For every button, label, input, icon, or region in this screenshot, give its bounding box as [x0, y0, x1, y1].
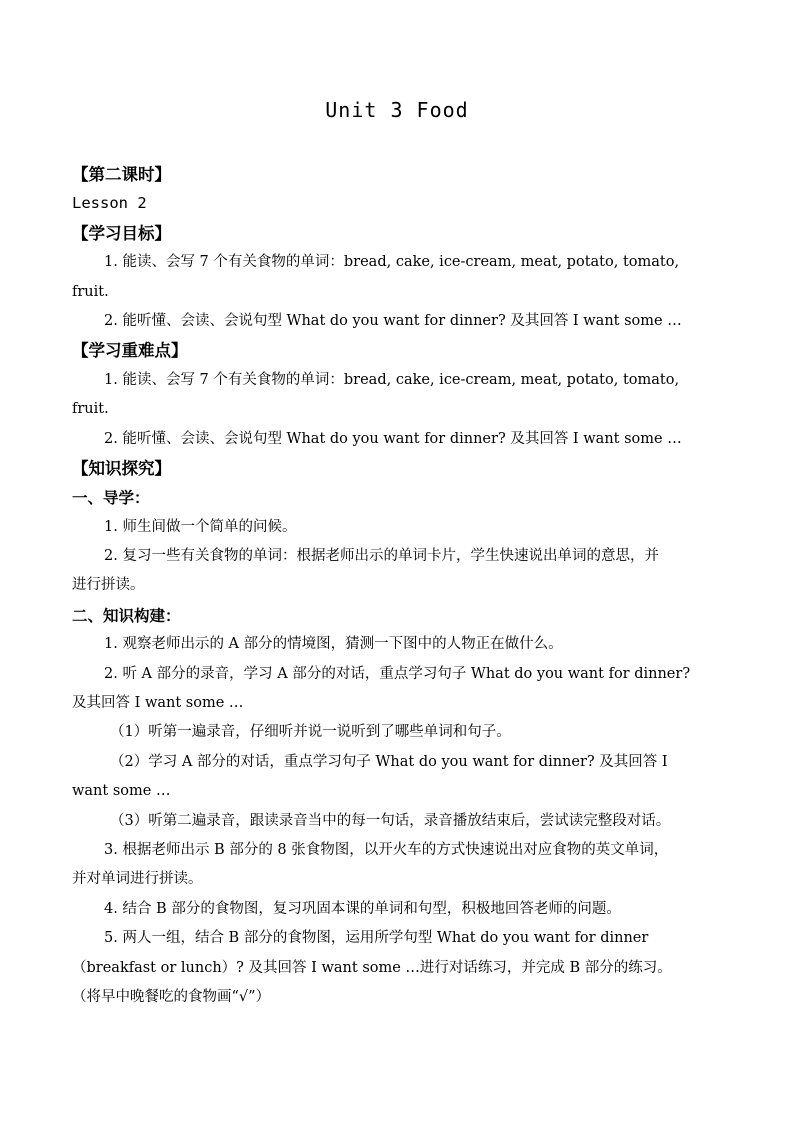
text-line: （将早中晚餐吃的食物画“√”）: [72, 988, 271, 1005]
section-heading: 【学习重难点】: [72, 341, 188, 361]
text-line: want some …: [72, 783, 171, 800]
text-line: （1）听第一遍录音，仔细听并说一说听到了哪些单词和句子。: [110, 724, 511, 741]
text-line: 3. 根据老师出示 B 部分的 8 张食物图，以开火车的方式快速说出对应食物的英文单词，: [104, 841, 669, 858]
subsection-heading: 二、知识构建：: [72, 605, 181, 625]
text-line: 2. 能听懂、会读、会说句型 What do you want for dinner? 及其回答 I want some …: [104, 312, 682, 329]
subsection-heading: 一、导学：: [72, 488, 150, 508]
document-body: [72, 160, 732, 1012]
text-line: 及其回答 I want some …: [72, 695, 244, 712]
text-line: （3）听第二遍录音，跟读录音当中的每一句话，录音播放结束后，尝试读完整段对话。: [110, 812, 671, 829]
section-heading: 【学习目标】: [72, 223, 171, 243]
text-line: 1. 师生间做一个简单的问候。: [104, 518, 297, 535]
text-line: 5. 两人一组，结合 B 部分的食物图，运用所学句型 What do you want for dinner: [104, 930, 649, 947]
text-line: 4. 结合 B 部分的食物图，复习巩固本课的单词和句型，积极地回答老师的问题。: [104, 900, 621, 917]
document-title: Unit 3 Food: [325, 98, 469, 122]
text-line: 1. 观察老师出示的 A 部分的情境图，猜测一下图中的人物正在做什么。: [104, 636, 563, 653]
text-line: 2. 能听懂、会读、会说句型 What do you want for dinner? 及其回答 I want some …: [104, 430, 682, 447]
section-heading: 【知识探究】: [72, 458, 171, 478]
text-line: fruit.: [72, 283, 109, 300]
text-line: 进行拼读。: [72, 577, 145, 594]
text-line: 1. 能读、会写 7 个有关食物的单词：bread, cake, ice-cream, meat, potato, tomato,: [104, 371, 680, 388]
text-line: Lesson 2: [72, 194, 147, 213]
text-line: 1. 能读、会写 7 个有关食物的单词：bread, cake, ice-cream, meat, potato, tomato,: [104, 254, 680, 271]
text-line: fruit.: [72, 401, 109, 418]
section-heading: 【第二课时】: [72, 165, 171, 184]
text-line: 并对单词进行拼读。: [72, 871, 203, 888]
text-line: （breakfast or lunch）? 及其回答 I want some …进行对话练习，并完成 B 部分的练习。: [72, 959, 672, 976]
text-line: 2. 复习一些有关食物的单词：根据老师出示的单词卡片，学生快速说出单词的意思，并: [104, 548, 659, 565]
text-line: 2. 听 A 部分的录音，学习 A 部分的对话，重点学习句子 What do you want for dinner?: [104, 665, 691, 682]
text-line: （2）学习 A 部分的对话，重点学习句子 What do you want for dinner? 及其回答 I: [110, 753, 668, 770]
